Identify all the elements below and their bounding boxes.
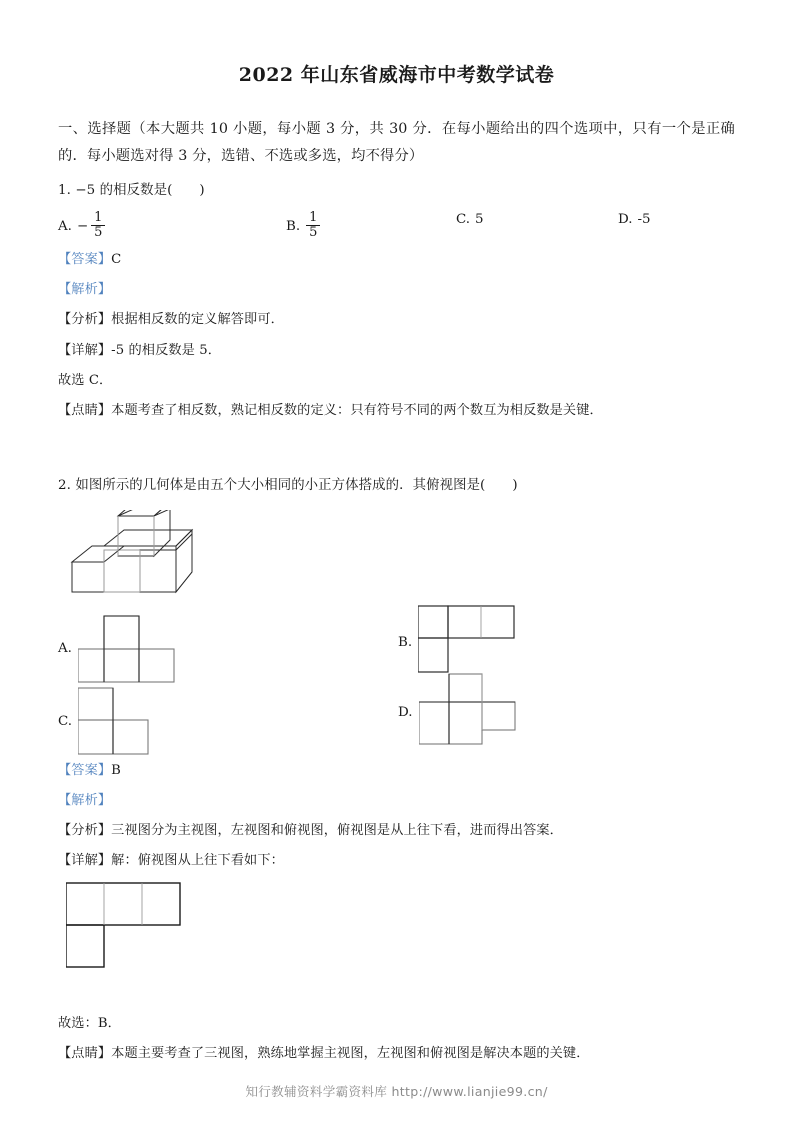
question-2-number: 2.: [58, 477, 71, 493]
question-1-option-b[interactable]: [286, 212, 321, 240]
question-1: [58, 180, 735, 421]
analysis-label: 【分析】: [58, 822, 112, 838]
answer-label: 【答案】: [58, 762, 112, 778]
question-1-text: −5 的相反数是( ): [75, 183, 205, 199]
question-2-detail: [58, 850, 735, 871]
page-title: 2022 年山东省威海市中考数学试卷: [238, 64, 555, 86]
option-c-letter: C.: [58, 714, 73, 730]
question-1-answer-line: [58, 249, 735, 270]
option-b-fraction: [306, 211, 320, 239]
question-2-text: 如图所示的几何体是由五个大小相同的小正方体搭成的．其俯视图是( ): [75, 477, 518, 493]
question-2-analysis: [58, 820, 735, 841]
analysis-text: 根据相反数的定义解答即可．: [111, 312, 284, 328]
question-2-stem: [58, 475, 735, 498]
question-1-number: 1.: [58, 183, 71, 199]
five-cube-solid-icon: [66, 510, 246, 596]
option-b-letter: B.: [286, 218, 301, 234]
question-1-conclusion: 故选 C．: [58, 372, 113, 388]
highlight-label: 【点睛】: [58, 402, 112, 418]
option-d-letter: D.: [398, 705, 413, 721]
option-a-sign: −: [76, 218, 89, 234]
question-2-solution-figure: [66, 881, 735, 981]
question-1-answer-value: C: [111, 252, 122, 268]
footer-watermark: 知行教辅资料学霸资料库 http://www.lianjie99.cn/: [245, 1084, 548, 1099]
option-d-letter: D.: [618, 212, 633, 228]
question-2-option-d[interactable]: [398, 672, 537, 754]
question-2-answer-line: [58, 760, 735, 781]
highlight-label: 【点睛】: [58, 1046, 112, 1062]
question-1-option-c[interactable]: [456, 212, 484, 227]
detail-label: 【详解】: [58, 342, 112, 358]
option-a-numerator: 1: [94, 210, 103, 226]
option-a-fraction: [91, 211, 105, 239]
five-cube-solid-figure: [66, 510, 246, 596]
analysis-label: 【分析】: [58, 312, 112, 328]
detail-text: 解：俯视图从上往下看如下：: [111, 853, 284, 869]
detail-label: 【详解】: [58, 853, 112, 869]
highlight-text: 本题主要考查了三视图，熟练地掌握主视图，左视图和俯视图是解决本题的关键．: [111, 1046, 590, 1062]
question-2-answer-value: B: [111, 762, 121, 778]
l-shape-wide-large-icon: [66, 881, 206, 977]
question-1-highlight: [58, 400, 735, 421]
analysis-header-label: 【解析】: [58, 282, 112, 298]
question-1-analysis: [58, 309, 735, 330]
question-2: [58, 475, 735, 1065]
question-1-option-d[interactable]: [618, 212, 651, 227]
option-a-letter: A.: [58, 218, 72, 234]
question-2-analysis-header: [58, 790, 735, 811]
t-shape-down-icon: [419, 672, 537, 754]
question-2-option-a[interactable]: [58, 612, 196, 686]
question-1-detail: [58, 340, 735, 361]
option-d-value: -5: [637, 212, 651, 228]
l-shape-small-icon: [78, 686, 196, 758]
question-1-options: [58, 203, 735, 249]
highlight-text: 本题考查了相反数，熟记相反数的定义：只有符号不同的两个数互为相反数是关键．: [111, 402, 603, 418]
analysis-header-label: 【解析】: [58, 792, 112, 808]
question-2-conclusion: 故选：B．: [58, 1016, 121, 1032]
option-b-letter: B.: [398, 635, 413, 651]
detail-text: -5 的相反数是 5．: [111, 342, 222, 358]
section-heading: 一、选择题（本大题共 10 小题，每小题 3 分，共 30 分．在每小题给出的四个选项中，只有一个是正确的．每小题选对得 3 分，选错、不选或多选，均不得分）: [58, 120, 735, 165]
question-2-choices: [58, 602, 735, 754]
t-shape-up-icon: [78, 612, 196, 686]
option-c-value: 5: [475, 212, 484, 228]
option-a-denominator: 5: [91, 225, 105, 240]
option-c-letter: C.: [456, 212, 471, 228]
option-b-numerator: 1: [309, 210, 318, 226]
question-2-option-c[interactable]: [58, 686, 196, 758]
option-b-denominator: 5: [306, 225, 320, 240]
analysis-text: 三视图分为主视图，左视图和俯视图，俯视图是从上往下看，进而得出答案．: [111, 822, 563, 838]
option-a-letter: A.: [58, 641, 72, 657]
question-1-stem: [58, 180, 735, 203]
question-1-option-a[interactable]: [58, 212, 106, 240]
question-1-analysis-header: [58, 279, 735, 300]
answer-label: 【答案】: [58, 252, 112, 268]
question-2-highlight: [58, 1043, 735, 1064]
